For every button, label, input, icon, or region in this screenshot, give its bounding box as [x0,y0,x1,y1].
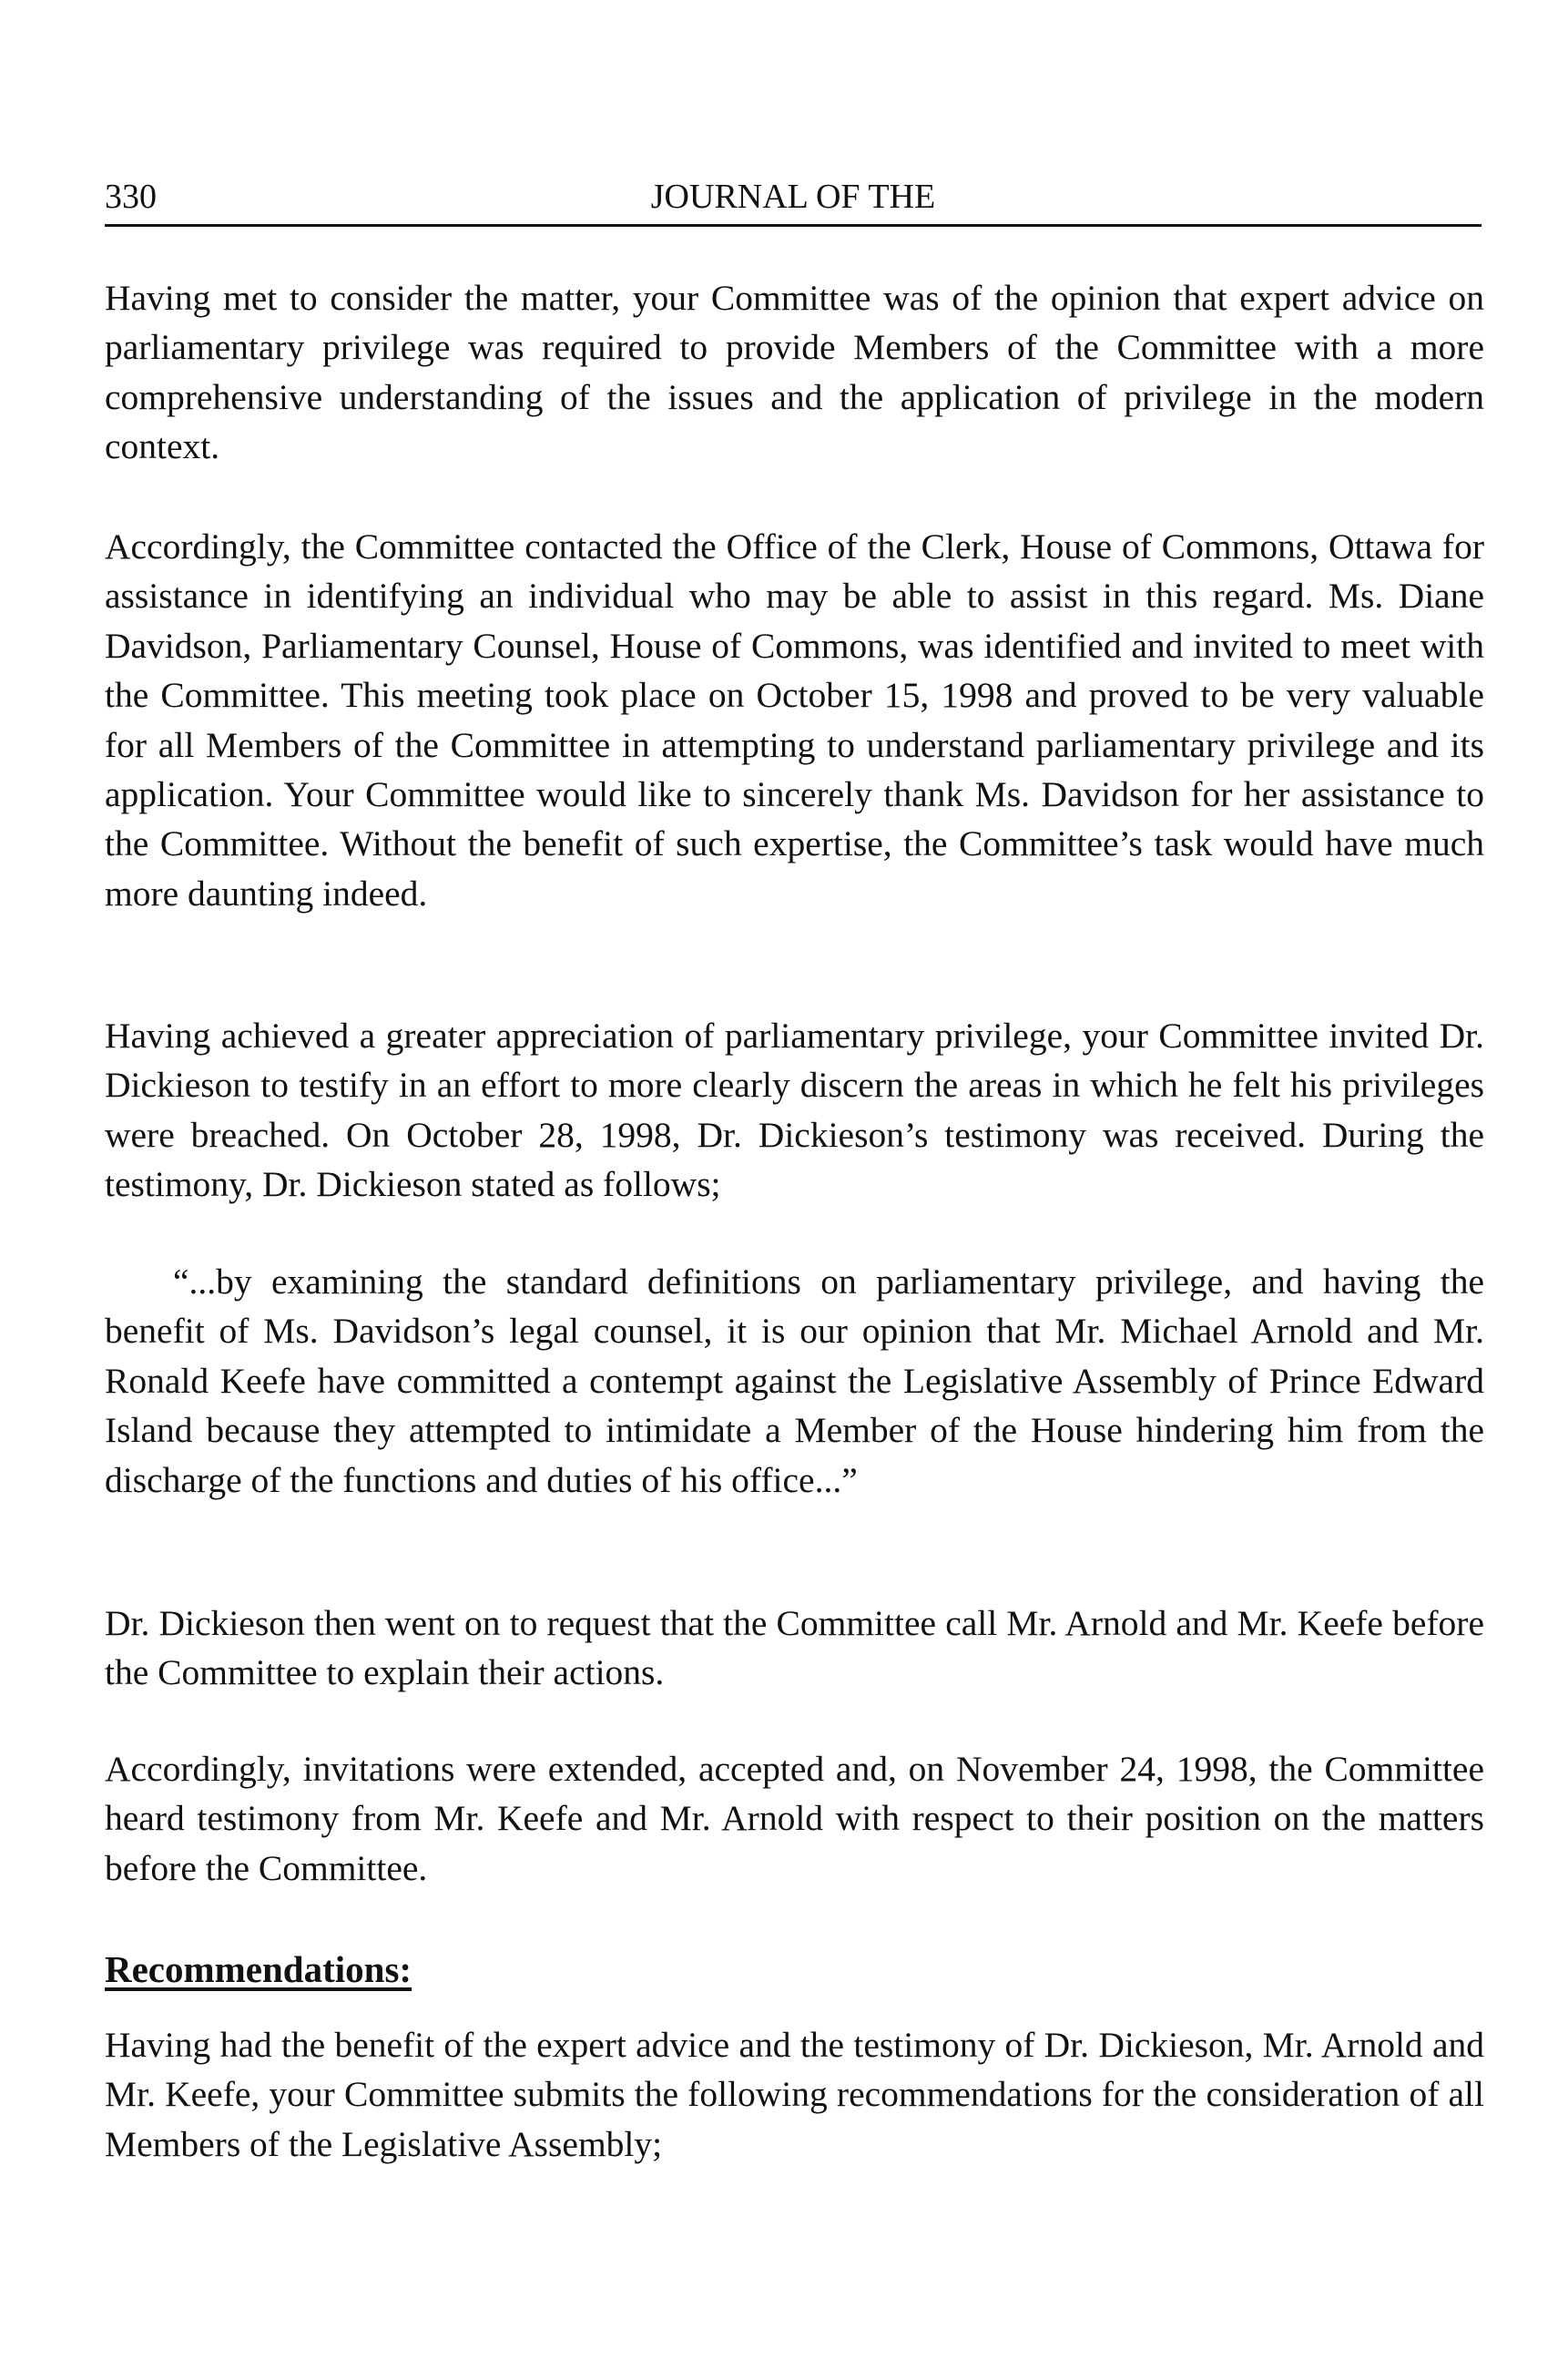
paragraph-expert-advice: Having met to consider the matter, your Committee was of the opinion that expert advice on parliamentary privilege was required to provide Members of the Committee with a more comprehensive understanding of the issues and the application of privilege in the modern context. [105,278,1484,467]
page-number: 330 [105,178,157,216]
quote-dickieson: “...by examining the standard definitions on parliamentary privilege, and having the benefit of Ms. Davidson’s legal counsel, it is our opinion that Mr. Michael Arnold and Mr. Ronald Keefe have committed a contempt against the Legislative Assembly of Prince Edward Island because they attempted to intimidate a Member of the House hindering him from the discharge of the functions and duties of his office...” [105,1262,1484,1500]
running-title: JOURNAL OF THE [650,178,936,216]
paragraph-invitations: Accordingly, invitations were extended, accepted and, on November 24, 1998, the Committee heard testimony from Mr. Keefe and Mr. Arnold with respect to their position on the matters before the Committee. [105,1749,1484,1888]
paragraph-dickieson-testimony: Having achieved a greater appreciation of parliamentary privilege, your Committee invited Dr. Dickieson to testify in an effort to more clearly discern the areas in which he felt his privileges were breached. On October 28, 1998, Dr. Dickieson’s testimony was received. During the testimony, Dr. Dickieson stated as follows; [105,1016,1484,1205]
paragraph-clerk-contact: Accordingly, the Committee contacted the Office of the Clerk, House of Commons, Ottawa for assistance in identifying an individual who may be able to assist in this regard. Ms. Diane Davidson, Parliamentary Counsel, House of Commons, was identified and invited to meet with the Committee. This meeting took place on October 15, 1998 and proved to be very valuable for all Members of the Committee in attempting to understand parliamentary privilege and its application. Your Committee would like to sincerely thank Ms. Davidson for her assistance to the Committee. Without the benefit of such expertise, the Committee’s task would have much more daunting indeed. [105,526,1484,914]
paragraph-request: Dr. Dickieson then went on to request that the Committee call Mr. Arnold and Mr. Keefe before the Committee to explain their actions. [105,1603,1484,1693]
recommendations-heading: Recommendations: [105,1948,412,1990]
page-header [105,175,1481,227]
paragraph-recommendations-intro: Having had the benefit of the expert advice and the testimony of Dr. Dickieson, Mr. Arnold and Mr. Keefe, your Committee submits the following recommendations for the consideration of all Members of the Legislative Assembly; [105,2025,1484,2164]
